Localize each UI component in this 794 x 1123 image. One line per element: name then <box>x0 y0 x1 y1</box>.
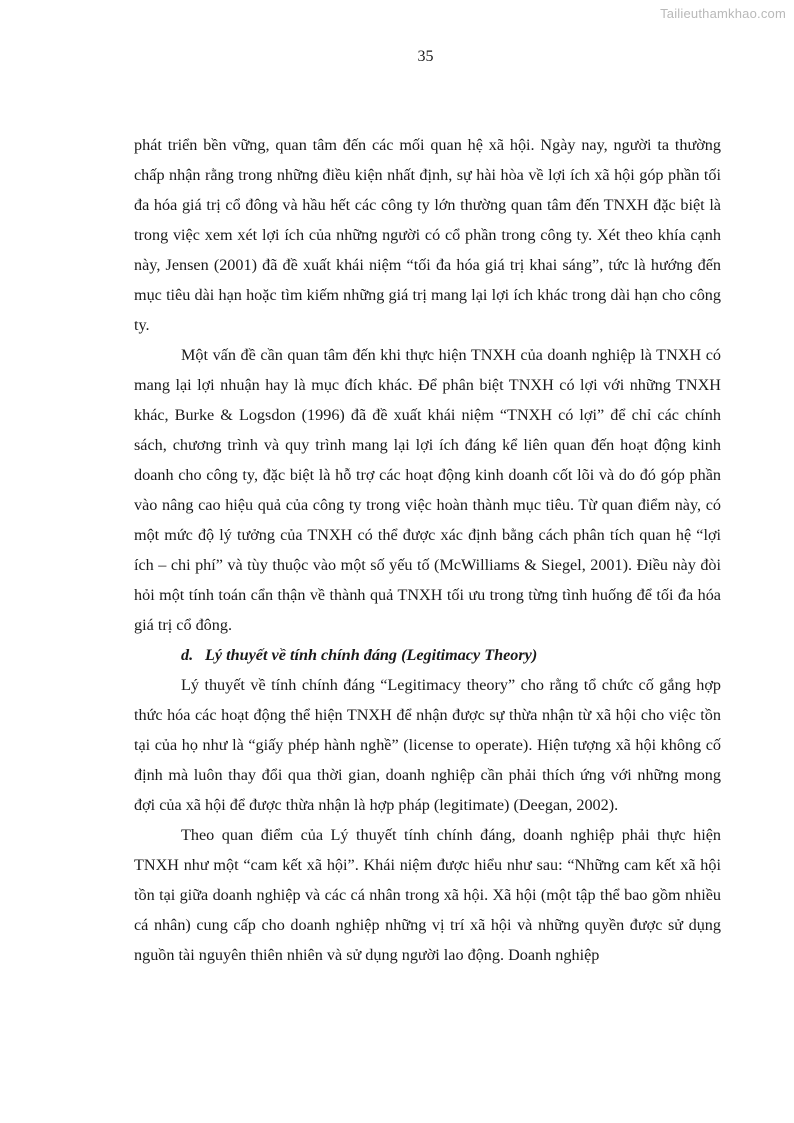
paragraph-social-contract: Theo quan điểm của Lý thuyết tính chính đáng, doanh nghiệp phải thực hiện TNXH như một “cam kết xã hội”. Khái niệm được hiểu như sau: “Những cam kết xã hội tồn tại giữa doanh nghiệp và các cá nhân trong xã hội. Xã hội (một tập thể bao gồm nhiều cá nhân) cung cấp cho doanh nghiệp những vị trí xã hội và những quyền được sử dụng nguồn tài nguyên thiên nhiên và sử dụng người lao động. Doanh nghiệp <box>134 826 721 964</box>
paragraph-continuation: phát triển bền vững, quan tâm đến các mối quan hệ xã hội. Ngày nay, người ta thường chấp nhận rằng trong những điều kiện nhất định, sự hài hòa về lợi ích xã hội góp phần tối đa hóa giá trị cổ đông và hầu hết các công ty lớn thường quan tâm đến TNXH đặc biệt là trong việc xem xét lợi ích của những người có cổ phần trong công ty. Xét theo khía cạnh này, Jensen (2001) đã đề xuất khái niệm “tối đa hóa giá trị khai sáng”, tức là hướng đến mục tiêu dài hạn hoặc tìm kiếm những giá trị mang lại lợi ích khác trong dài hạn cho công ty. <box>134 136 721 334</box>
paragraph-profitable-csr: Một vấn đề cần quan tâm đến khi thực hiện TNXH của doanh nghiệp là TNXH có mang lại lợi nhuận hay là mục đích khác. Để phân biệt TNXH có lợi với những TNXH khác, Burke & Logsdon (1996) đã đề xuất khái niệm “TNXH có lợi” để chỉ các chính sách, chương trình và quy trình mang lại lợi ích đáng kể liên quan đến hoạt động kinh doanh cho công ty, đặc biệt là hỗ trợ các hoạt động kinh doanh cốt lõi và do đó góp phần vào nâng cao hiệu quả của công ty trong việc hoàn thành mục tiêu. Từ quan điểm này, có một mức độ lý tưởng của TNXH có thể được xác định bằng cách phân tích quan hệ “lợi ích – chi phí” và tùy thuộc vào một số yếu tố (McWilliams & Siegel, 2001). Điều này đòi hỏi một tính toán cẩn thận về thành quả TNXH tối ưu trong từng tình huống để tối đa hóa giá trị cổ đông. <box>134 346 721 634</box>
section-heading-legitimacy-theory <box>134 640 721 670</box>
section-heading-marker: d. <box>181 646 194 664</box>
paragraph-legitimacy-definition: Lý thuyết về tính chính đáng “Legitimacy theory” cho rằng tổ chức cố gắng hợp thức hóa các hoạt động thể hiện TNXH để nhận được sự thừa nhận từ xã hội cho việc tồn tại của họ như là “giấy phép hành nghề” (license to operate). Hiện tượng xã hội không cố định mà luôn thay đổi qua thời gian, doanh nghiệp cần phải thích ứng với những mong đợi của xã hội để được thừa nhận là hợp pháp (legitimate) (Deegan, 2002). <box>134 676 721 814</box>
watermark: Tailieuthamkhao.com <box>660 6 786 21</box>
page-number: 35 <box>417 48 434 65</box>
section-heading-title: Lý thuyết về tính chính đáng (Legitimacy Theory) <box>205 646 538 664</box>
page-body <box>134 130 721 970</box>
